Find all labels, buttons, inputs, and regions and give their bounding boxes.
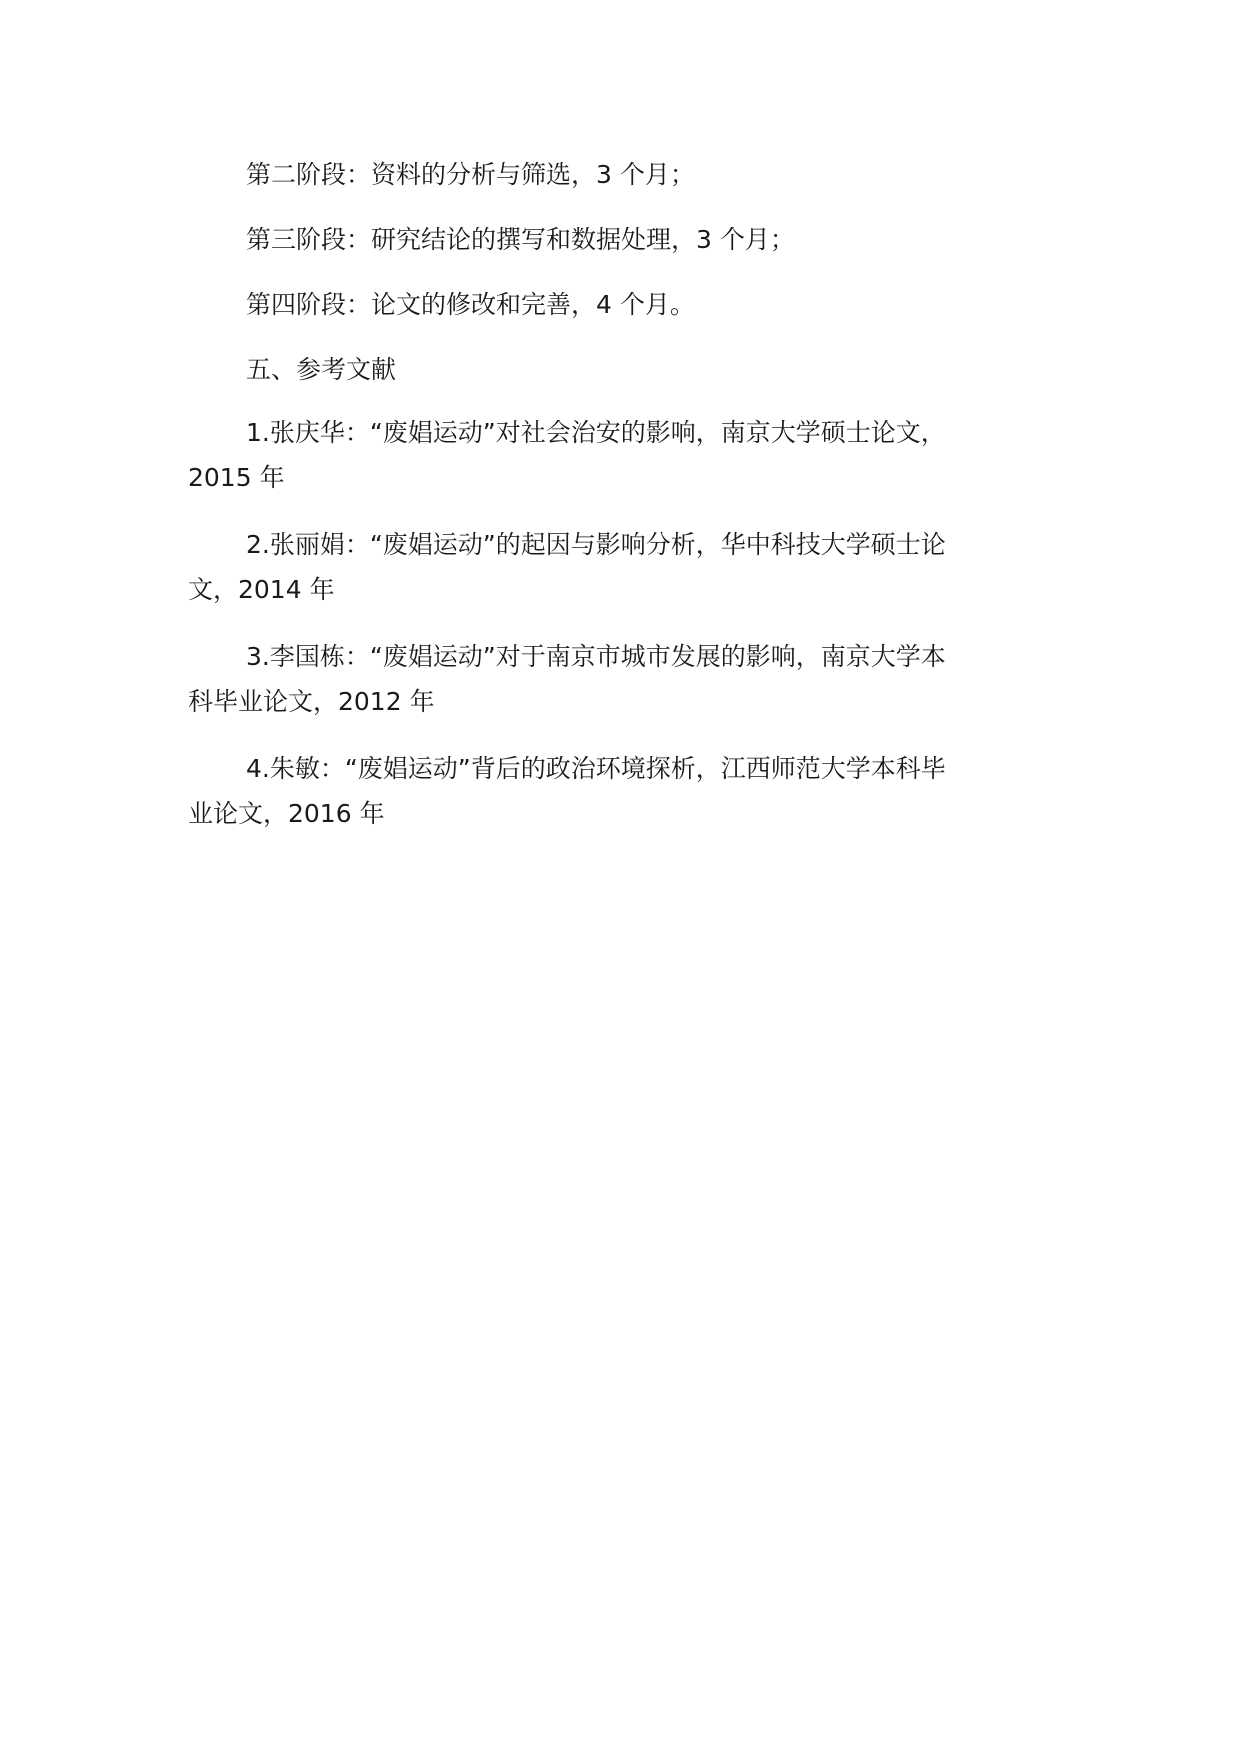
reference-2-line-2: 文，2014 年	[188, 575, 335, 604]
reference-4-line-1: 4.朱敏：“废娼运动”背后的政治环境探析，江西师范大学本科毕	[246, 754, 946, 783]
reference-item-1	[188, 410, 1036, 500]
reference-4-line-2: 业论文，2016 年	[188, 799, 385, 828]
stage-4-paragraph: 第四阶段：论文的修改和完善，4 个月。	[246, 290, 695, 319]
stage-3-paragraph: 第三阶段：研究结论的撰写和数据处理，3 个月；	[246, 225, 795, 254]
document-body	[188, 152, 1036, 858]
reference-item-4	[188, 746, 1036, 836]
reference-2-line-1: 2.张丽娟：“废娼运动”的起因与影响分析，华中科技大学硕士论	[246, 530, 946, 559]
reference-3-line-2: 科毕业论文，2012 年	[188, 687, 435, 716]
section-heading-references: 五、参考文献	[246, 355, 397, 384]
reference-item-3	[188, 634, 1036, 724]
reference-1-line-2: 2015 年	[188, 463, 285, 492]
reference-3-line-1: 3.李国栋：“废娼运动”对于南京市城市发展的影响，南京大学本	[246, 642, 946, 671]
reference-1-line-1: 1.张庆华：“废娼运动”对社会治安的影响，南京大学硕士论文，	[246, 418, 946, 447]
stage-2-paragraph: 第二阶段：资料的分析与筛选，3 个月；	[246, 160, 695, 189]
reference-item-2	[188, 522, 1036, 612]
